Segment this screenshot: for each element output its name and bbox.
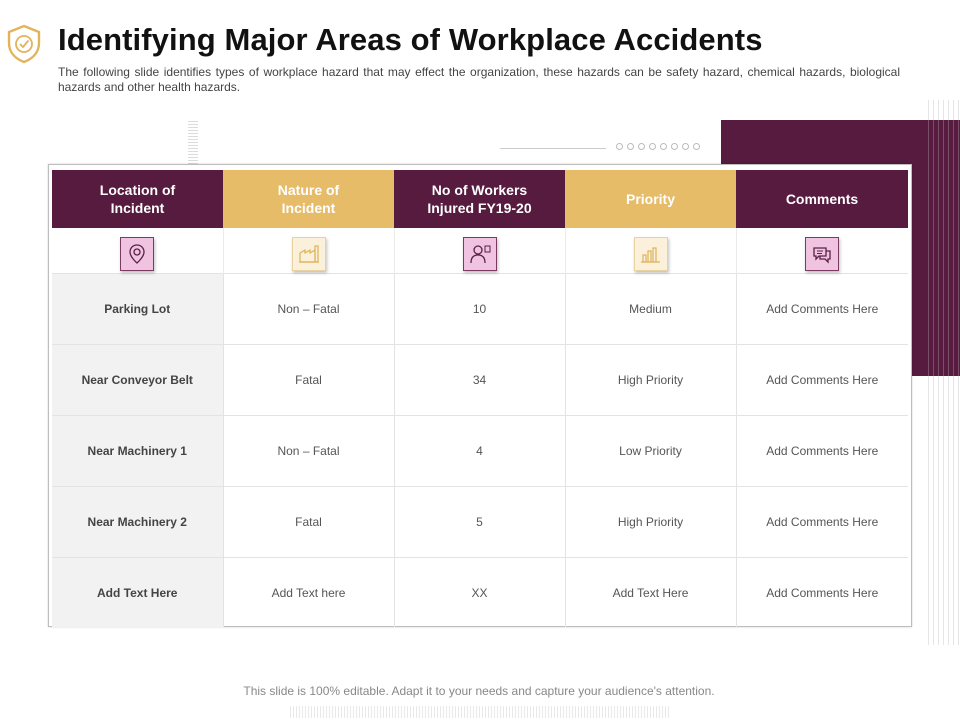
table-row	[52, 558, 908, 628]
worker-icon	[463, 237, 497, 271]
decorative-stripes	[290, 706, 670, 718]
cell-comments: Add Comments Here	[736, 416, 908, 487]
page-title: Identifying Major Areas of Workplace Accidents	[58, 22, 763, 57]
shield-check-icon	[6, 24, 42, 64]
table-card	[48, 164, 912, 627]
decorative-stripes	[188, 120, 198, 170]
cell-workers-injured: XX	[394, 558, 565, 628]
factory-icon	[292, 237, 326, 271]
accidents-table	[52, 170, 908, 627]
icon-cell	[565, 228, 736, 274]
cell-priority: Medium	[565, 274, 736, 345]
cell-location: Near Conveyor Belt	[52, 345, 223, 416]
table-row	[52, 487, 908, 558]
cell-location: Parking Lot	[52, 274, 223, 345]
cell-nature: Non – Fatal	[223, 274, 394, 345]
cell-workers-injured: 10	[394, 274, 565, 345]
table-row	[52, 274, 908, 345]
footer-note: This slide is 100% editable. Adapt it to your needs and capture your audience's attention.	[243, 684, 715, 698]
cell-priority: High Priority	[565, 345, 736, 416]
cell-comments: Add Comments Here	[736, 487, 908, 558]
cell-location: Near Machinery 1	[52, 416, 223, 487]
page-subtitle: The following slide identifies types of workplace hazard that may effect the organization, these hazards can be safety hazard, chemical hazards, biological hazards and other health hazards.	[58, 65, 900, 94]
icon-cell	[223, 228, 394, 274]
cell-location: Near Machinery 2	[52, 487, 223, 558]
cell-location: Add Text Here	[52, 558, 223, 628]
decorative-line	[500, 148, 606, 149]
column-header-priority: Priority	[565, 170, 736, 228]
bar-chart-icon	[634, 237, 668, 271]
table-row	[52, 416, 908, 487]
cell-comments: Add Comments Here	[736, 345, 908, 416]
location-pin-icon	[120, 237, 154, 271]
icon-cell	[52, 228, 223, 274]
cell-workers-injured: 5	[394, 487, 565, 558]
cell-nature: Fatal	[223, 345, 394, 416]
column-header-location: Location of Incident	[52, 170, 223, 228]
icon-cell	[736, 228, 908, 274]
cell-comments: Add Comments Here	[736, 558, 908, 628]
table-header-row	[52, 170, 908, 228]
decorative-stripes	[928, 100, 960, 645]
cell-nature: Add Text here	[223, 558, 394, 628]
column-header-comments: Comments	[736, 170, 908, 228]
icon-cell	[394, 228, 565, 274]
cell-workers-injured: 34	[394, 345, 565, 416]
column-header-nature: Nature of Incident	[223, 170, 394, 228]
column-header-workers-injured: No of Workers Injured FY19-20	[394, 170, 565, 228]
cell-priority: Add Text Here	[565, 558, 736, 628]
cell-priority: Low Priority	[565, 416, 736, 487]
cell-nature: Non – Fatal	[223, 416, 394, 487]
cell-priority: High Priority	[565, 487, 736, 558]
cell-workers-injured: 4	[394, 416, 565, 487]
cell-comments: Add Comments Here	[736, 274, 908, 345]
table-row	[52, 345, 908, 416]
cell-nature: Fatal	[223, 487, 394, 558]
icon-row	[52, 228, 908, 274]
decorative-dots	[616, 143, 700, 150]
chat-bubble-icon	[805, 237, 839, 271]
